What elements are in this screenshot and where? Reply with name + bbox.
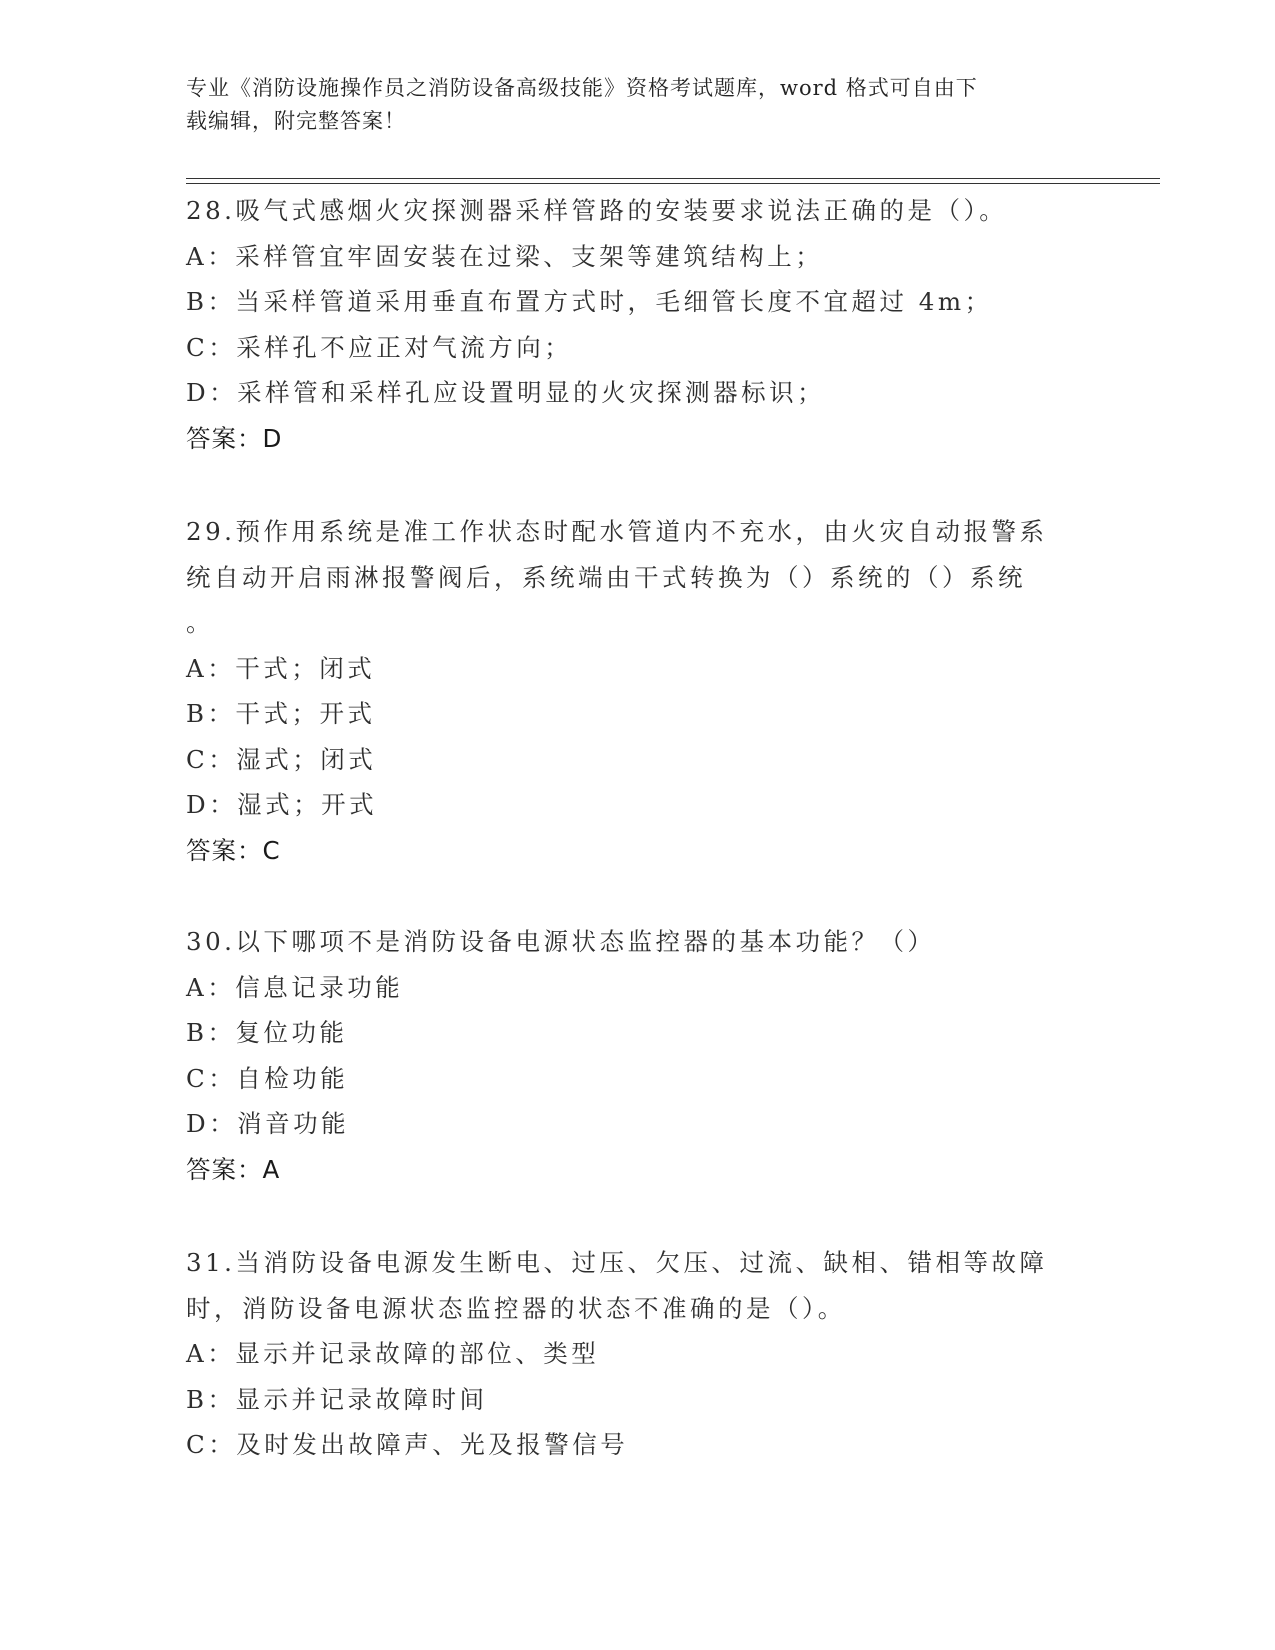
header-divider-bottom	[186, 183, 1160, 184]
header-divider-top	[186, 178, 1160, 179]
question-31	[186, 1240, 1086, 1468]
question-stem: 31.当消防设备电源发生断电、过压、欠压、过流、缺相、错相等故障	[186, 1248, 1048, 1277]
option-c: C：自检功能	[186, 1063, 349, 1093]
question-30	[186, 919, 1086, 1192]
option-a: A：采样管宜牢固安装在过梁、支架等建筑结构上；	[186, 241, 824, 271]
answer: 答案：D	[186, 423, 283, 453]
option-b: B：当采样管道采用垂直布置方式时，毛细管长度不宜超过 4m；	[186, 287, 993, 316]
question-stem: 28.吸气式感烟火灾探测器采样管路的安装要求说法正确的是（）。	[186, 196, 1008, 225]
option-b: B：复位功能	[186, 1018, 348, 1047]
option-c: C：湿式；闭式	[186, 744, 377, 774]
option-a: A：信息记录功能	[186, 972, 404, 1002]
header-line-2: 载编辑，附完整答案！	[186, 109, 406, 133]
option-b: B：显示并记录故障时间	[186, 1384, 488, 1414]
question-stem: 29.预作用系统是准工作状态时配水管道内不充水，由火灾自动报警系	[186, 517, 1048, 546]
option-d: D：消音功能	[186, 1109, 350, 1138]
question-stem: 统自动开启雨淋报警阀后，系统端由干式转换为（）系统的（）系统	[186, 562, 1026, 592]
question-28	[186, 188, 1086, 461]
document-header	[186, 72, 1086, 138]
header-line-1: 专业《消防设施操作员之消防设备高级技能》资格考试题库，word 格式可自由下	[186, 76, 978, 100]
question-stem: 。	[186, 608, 214, 637]
option-a: A：显示并记录故障的部位、类型	[186, 1339, 600, 1368]
question-29	[186, 509, 1086, 873]
answer: 答案：C	[186, 835, 281, 865]
answer: 答案：A	[186, 1154, 281, 1184]
option-d: D：湿式；开式	[186, 790, 378, 819]
option-c: C：及时发出故障声、光及报警信号	[186, 1430, 629, 1459]
question-stem: 30.以下哪项不是消防设备电源状态监控器的基本功能？（）	[186, 927, 936, 956]
option-d: D：采样管和采样孔应设置明显的火灾探测器标识；	[186, 378, 826, 407]
option-b: B：干式；开式	[186, 699, 376, 728]
option-c: C：采样孔不应正对气流方向；	[186, 332, 573, 362]
option-a: A：干式；闭式	[186, 653, 376, 683]
question-stem: 时，消防设备电源状态监控器的状态不准确的是（）。	[186, 1293, 846, 1323]
